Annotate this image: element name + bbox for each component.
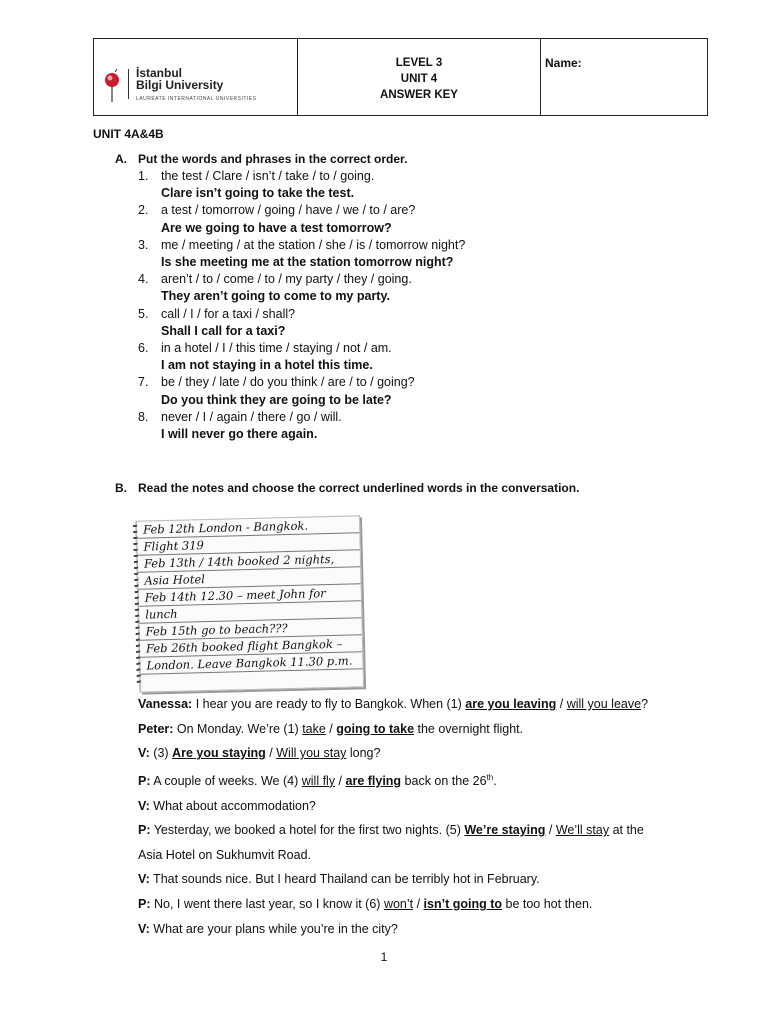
choice-separator: /: [556, 697, 567, 711]
dialogue-line: [138, 794, 718, 819]
level-label: LEVEL 3: [395, 57, 443, 69]
speaker: V:: [138, 921, 150, 936]
line-text: Yesterday, we booked a hotel for the first two nights. (5): [150, 823, 465, 838]
item-prompt: the test / Clare / isn’t / take / to / going.: [161, 169, 375, 183]
line-text: Asia Hotel on Sukhumvit Road.: [138, 847, 312, 862]
dialogue-line: [138, 917, 718, 942]
item-number: 3.: [138, 237, 149, 252]
note-line: Feb 12th London - Bangkok.: [137, 516, 359, 538]
note-line: London. Leave Bangkok 11.30 p.m.: [140, 652, 362, 674]
level-cell: [298, 39, 541, 115]
note-line: Asia Hotel: [138, 567, 360, 589]
item-answer: I will never go there again.: [161, 427, 318, 442]
line-text: .: [493, 773, 497, 788]
choice-correct: going to take: [336, 721, 415, 736]
item-number: 6.: [138, 341, 149, 356]
choice-correct: are flying: [345, 773, 402, 788]
dialogue-line: [138, 892, 718, 917]
item-answer: Is she meeting me at the station tomorrow night?: [161, 255, 454, 270]
item-answer: Shall I call for a taxi?: [161, 323, 286, 338]
line-text: What are your plans while you’re in the city?: [149, 921, 398, 936]
item-prompt: aren’t / to / come / to / my party / they / going.: [161, 272, 412, 287]
choice-option: won’t: [383, 896, 414, 911]
line-text: the overnight flight.: [414, 721, 524, 736]
list-item: [138, 409, 638, 443]
speaker: V:: [138, 746, 150, 761]
item-number: 5.: [138, 306, 149, 321]
list-item: [138, 168, 638, 202]
note-line: Flight 319: [137, 533, 359, 555]
page-number: 1: [380, 950, 388, 964]
item-prompt: be / they / late / do you think / are / to / going?: [161, 375, 415, 390]
choice-correct: isn’t going to: [423, 896, 503, 911]
logo-text: [136, 67, 256, 105]
note-line: Feb 15th go to beach???: [139, 618, 361, 640]
logo-line-3: LAUREATE INTERNATIONAL UNIVERSITIES: [136, 96, 257, 102]
item-prompt: in a hotel / I / this time / staying / not / am.: [161, 341, 392, 356]
ordinal-suffix: th: [486, 772, 494, 782]
list-item: [138, 237, 638, 271]
choice-option: will fly: [301, 773, 336, 788]
speaker: Vanessa:: [138, 697, 193, 711]
list-item: [138, 340, 638, 374]
line-text: A couple of weeks. We (4): [150, 773, 302, 788]
dialogue-line: [138, 717, 718, 742]
choice-separator: /: [325, 721, 337, 736]
item-prompt: call / I / for a taxi / shall?: [161, 306, 296, 321]
dialogue-line: [138, 867, 718, 892]
header-table: [93, 38, 708, 116]
logo-line-1: İstanbul: [136, 66, 183, 80]
logo-divider: [128, 69, 129, 99]
item-number: 2.: [138, 203, 149, 218]
item-prompt: me / meeting / at the station / she / is / tomorrow night?: [161, 237, 466, 252]
item-answer: I am not staying in a hotel this time.: [161, 358, 373, 373]
list-item: [138, 202, 638, 236]
item-answer: Do you think they are going to be late?: [161, 392, 392, 407]
list-item: [138, 374, 638, 408]
logo-line-2: Bilgi University: [136, 78, 224, 92]
section-a-instruction: Put the words and phrases in the correct order.: [138, 152, 408, 166]
dialogue-line: [138, 843, 718, 868]
line-text: long?: [346, 746, 381, 761]
line-text: (3): [149, 746, 173, 761]
choice-correct: Are you staying: [172, 746, 266, 761]
answer-key-label: ANSWER KEY: [380, 89, 458, 101]
item-number: 8.: [138, 409, 149, 424]
choice-option: We’ll stay: [555, 823, 610, 838]
logo-cell: [94, 39, 298, 115]
choice-separator: /: [265, 746, 277, 761]
university-logo-icon: [102, 69, 122, 103]
choice-separator: /: [413, 896, 424, 911]
section-a-list: [138, 168, 638, 443]
item-prompt: a test / tomorrow / going / have / we / to / are?: [161, 203, 416, 218]
item-answer: They aren’t going to come to my party.: [161, 289, 390, 304]
section-b-instruction: Read the notes and choose the correct underlined words in the conversation.: [138, 481, 580, 495]
name-cell: [541, 39, 707, 115]
choice-correct: We’re staying: [464, 823, 546, 838]
line-text: No, I went there last year, so I know it (6): [150, 896, 384, 911]
unit-label: UNIT 4: [400, 73, 438, 85]
note-line: lunch: [139, 601, 361, 623]
travel-notes: [136, 515, 364, 692]
speaker: Peter:: [138, 721, 174, 736]
note-line: Feb 13th / 14th booked 2 nights,: [138, 550, 360, 572]
choice-option: take: [302, 721, 326, 736]
line-text: ?: [641, 697, 649, 711]
note-line: Feb 26th booked flight Bangkok –: [140, 635, 362, 657]
item-number: 1.: [138, 169, 149, 183]
note-line: Feb 14th 12.30 – meet John for: [139, 584, 361, 606]
speaker: V:: [138, 872, 150, 887]
dialogue-line: [138, 818, 718, 843]
speaker: P:: [138, 773, 151, 788]
line-text: I hear you are ready to fly to Bangkok. When (1): [192, 697, 466, 711]
item-prompt: never / I / again / there / go / will.: [161, 409, 342, 424]
item-number: 7.: [138, 375, 149, 390]
list-item: [138, 306, 638, 340]
speaker: P:: [138, 896, 151, 911]
item-answer: Are we going to have a test tomorrow?: [161, 220, 392, 235]
dialogue-line: [138, 766, 718, 794]
speaker: V:: [138, 798, 150, 813]
line-text: That sounds nice. But I heard Thailand can be terribly hot in February.: [149, 872, 540, 887]
choice-correct: are you leaving: [465, 697, 557, 711]
name-label: Name:: [545, 56, 582, 70]
item-number: 4.: [138, 272, 149, 287]
item-answer: Clare isn’t going to take the test.: [161, 186, 355, 201]
line-text: On Monday. We’re (1): [173, 721, 303, 736]
line-text: What about accommodation?: [149, 798, 316, 813]
section-b-letter: B.: [115, 481, 127, 495]
conversation: [138, 692, 718, 941]
section-b-heading: [115, 481, 579, 495]
line-text: be too hot then.: [502, 896, 593, 911]
dialogue-line: [138, 692, 718, 717]
choice-option: Will you stay: [276, 746, 347, 761]
unit-title: UNIT 4A&4B: [93, 127, 164, 141]
line-text: at the: [609, 823, 644, 838]
dialogue-line: [138, 741, 718, 766]
choice-separator: /: [545, 823, 556, 838]
section-a-letter: A.: [115, 152, 127, 166]
section-a-heading: [115, 152, 407, 166]
speaker: P:: [138, 823, 151, 838]
choice-option: will you leave: [566, 697, 642, 711]
list-item: [138, 271, 638, 305]
line-text: back on the 26: [401, 773, 487, 788]
choice-separator: /: [335, 773, 346, 788]
